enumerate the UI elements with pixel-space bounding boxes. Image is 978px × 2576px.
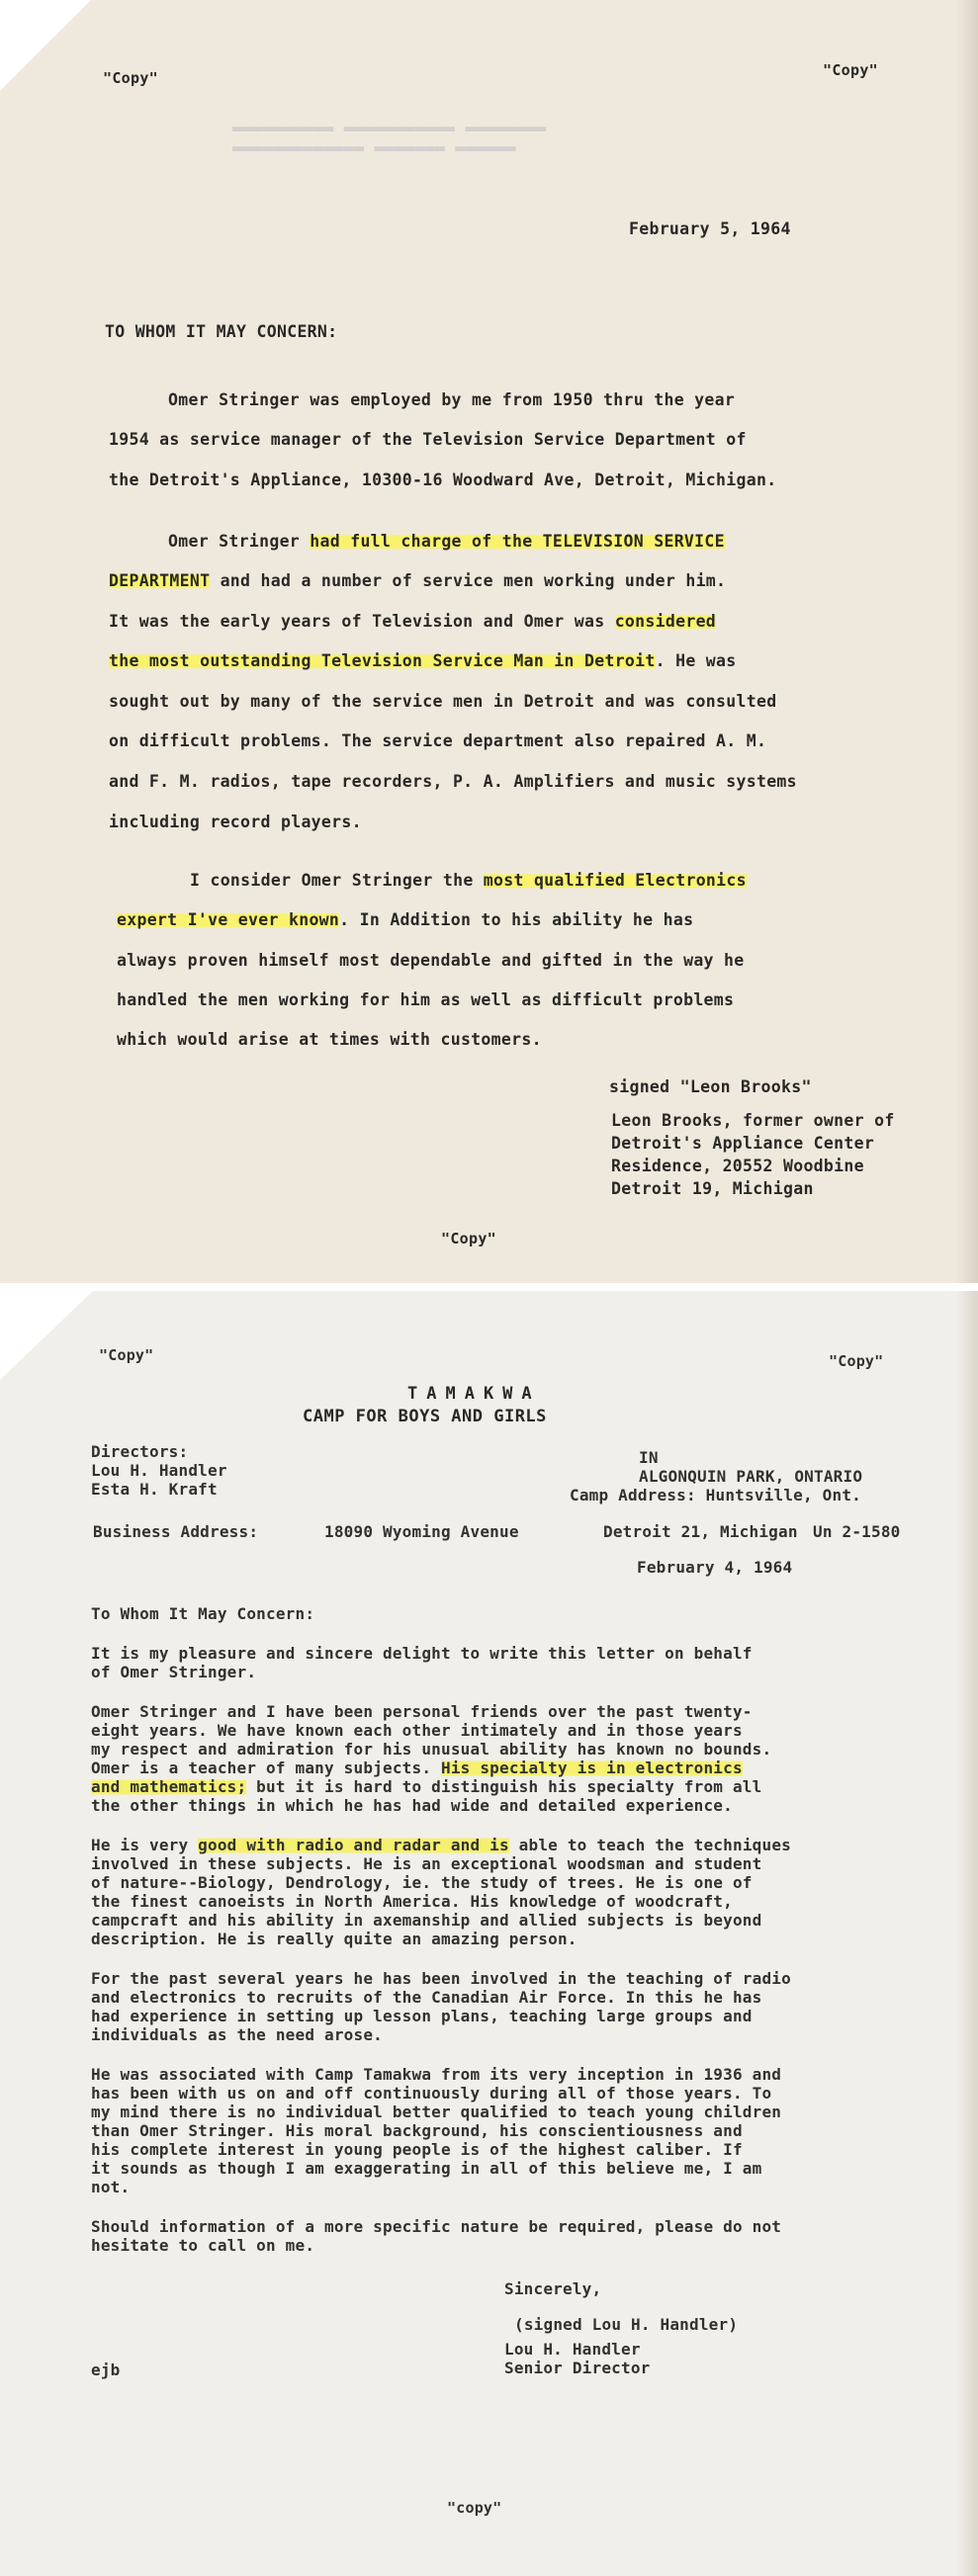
para2-line: Omer Stringer and I have been personal friends over the past twenty- xyxy=(91,1702,753,1721)
text-run: It was the early years of Television and Omer was xyxy=(109,612,615,631)
folded-corner xyxy=(0,0,91,91)
para3-line xyxy=(91,1836,791,1854)
signed-line: (signed Lou H. Handler) xyxy=(514,2315,739,2334)
letter-page-1 xyxy=(0,0,978,1283)
para4-line: had experience in setting up lesson plans, teaching large groups and xyxy=(91,2007,753,2025)
letter-page-2 xyxy=(0,1291,978,2576)
text-run: He is very xyxy=(91,1836,199,1854)
highlighted-text: and mathematics; xyxy=(91,1777,247,1796)
para2-line xyxy=(168,532,725,551)
highlighted-text: most qualified Electronics xyxy=(483,871,747,890)
para3-line xyxy=(117,910,693,929)
camp-subtitle: CAMP FOR BOYS AND GIRLS xyxy=(303,1407,547,1426)
signature-block-line: Leon Brooks, former owner of xyxy=(611,1111,895,1130)
typist-initials: ejb xyxy=(91,2361,121,2379)
para3-line: handled the men working for him as well as difficult problems xyxy=(117,990,735,1009)
director-name: Esta H. Kraft xyxy=(91,1480,218,1499)
para2-line: on difficult problems. The service department also repaired A. M. xyxy=(109,731,767,750)
copy-mark-top-left: "Copy" xyxy=(103,69,158,87)
para4-line: For the past several years he has been involved in the teaching of radio xyxy=(91,1969,791,1988)
highlighted-text: DEPARTMENT xyxy=(109,571,211,590)
copy-mark-top-left: "Copy" xyxy=(99,1346,154,1364)
para3-line: always proven himself most dependable and gifted in the way he xyxy=(117,951,745,970)
page-edge-shadow xyxy=(956,0,978,1283)
para6-line: Should information of a more specific nature be required, please do not xyxy=(91,2217,782,2236)
para2-line xyxy=(109,612,716,631)
para5-line: has been with us on and off continuously during all of those years. To xyxy=(91,2084,772,2103)
para2-line xyxy=(109,571,726,590)
para2-line xyxy=(91,1777,761,1796)
para1-line: 1954 as service manager of the Television Service Department of xyxy=(109,430,747,449)
director-name: Lou H. Handler xyxy=(91,1461,227,1480)
salutation: TO WHOM IT MAY CONCERN: xyxy=(105,322,338,341)
para1-line: Omer Stringer was employed by me from 1950 thru the year xyxy=(168,390,736,409)
para5-line: my mind there is no individual better qualified to teach young children xyxy=(91,2103,782,2121)
para3-line: which would arise at times with customers. xyxy=(117,1030,542,1049)
camp-location-line: IN xyxy=(639,1448,659,1467)
highlighted-text: considered xyxy=(614,612,717,631)
para4-line: individuals as the need arose. xyxy=(91,2025,383,2044)
para2-line: my respect and admiration for his unusual ability has known no bounds. xyxy=(91,1740,772,1759)
text-run: . He was xyxy=(655,651,737,670)
signature-block-line: Residence, 20552 Woodbine xyxy=(611,1157,864,1175)
directors-label: Directors: xyxy=(91,1442,189,1461)
camp-location-line: ALGONQUIN PARK, ONTARIO xyxy=(639,1467,863,1486)
para2-line: eight years. We have known each other intimately and in those years xyxy=(91,1721,743,1740)
signer-title: Senior Director xyxy=(504,2359,651,2377)
para3-line: campcraft and his ability in axemanship and allied subjects is beyond xyxy=(91,1911,762,1930)
text-run: but it is hard to distinguish his specialty from all xyxy=(246,1777,762,1796)
copy-mark-top-right: "Copy" xyxy=(829,1352,884,1370)
page-edge-shadow xyxy=(956,1291,978,2576)
para3-line: involved in these subjects. He is an exceptional woodsman and student xyxy=(91,1854,762,1873)
copy-mark-bottom: "Copy" xyxy=(441,1230,496,1247)
highlighted-text: the most outstanding Television Service Man in Detroit xyxy=(109,651,656,670)
text-run: . In Addition to his ability he has xyxy=(339,910,694,929)
business-city: Detroit 21, Michigan xyxy=(603,1522,798,1541)
para3-line: of nature--Biology, Dendrology, ie. the study of trees. He is one of xyxy=(91,1873,753,1892)
closing: Sincerely, xyxy=(504,2279,602,2298)
copy-mark-top-right: "Copy" xyxy=(823,61,878,79)
letter-date: February 4, 1964 xyxy=(637,1558,793,1577)
para5-line: He was associated with Camp Tamakwa from its very inception in 1936 and xyxy=(91,2065,782,2084)
signature-block-line: Detroit's Appliance Center xyxy=(611,1134,875,1153)
text-run: Omer is a teacher of many subjects. xyxy=(91,1759,441,1777)
business-street: 18090 Wyoming Avenue xyxy=(324,1522,519,1541)
camp-address: Camp Address: Huntsville, Ont. xyxy=(570,1486,861,1504)
para5-line: it sounds as though I am exaggerating in all of this believe me, I am xyxy=(91,2159,762,2178)
para1-line: It is my pleasure and sincere delight to write this letter on behalf xyxy=(91,1644,753,1663)
letter-date: February 5, 1964 xyxy=(629,219,791,238)
para2-line: and F. M. radios, tape recorders, P. A. Amplifiers and music systems xyxy=(109,772,797,791)
salutation: To Whom It May Concern: xyxy=(91,1604,315,1623)
para2-line xyxy=(91,1759,743,1777)
signed-line: signed "Leon Brooks" xyxy=(609,1077,812,1096)
text-run: and had a number of service men working under him. xyxy=(210,571,727,590)
para4-line: and electronics to recruits of the Canadian Air Force. In this he has xyxy=(91,1988,762,2007)
para1-line: of Omer Stringer. xyxy=(91,1663,257,1681)
bleed-through-text: ▬▬▬▬▬▬▬▬▬▬▬▬▬ ▬▬▬▬▬▬▬ ▬▬▬▬▬▬ xyxy=(232,138,516,158)
para1-line: the Detroit's Appliance, 10300-16 Woodward Ave, Detroit, Michigan. xyxy=(109,471,777,489)
highlighted-text: had full charge of the TELEVISION SERVICE xyxy=(310,532,725,551)
para3-line: description. He is really quite an amazing person. xyxy=(91,1930,578,1948)
business-phone: Un 2-1580 xyxy=(813,1522,901,1541)
para6-line: hesitate to call on me. xyxy=(91,2236,315,2255)
para3-line xyxy=(190,871,747,890)
para2-line xyxy=(109,651,737,670)
para2-line: the other things in which he has had wide and detailed experience. xyxy=(91,1796,733,1815)
para5-line: his complete interest in young people is of the highest caliber. If xyxy=(91,2140,743,2159)
business-address-label: Business Address: xyxy=(93,1522,259,1541)
folded-corner xyxy=(0,1291,93,1380)
text-run: I consider Omer Stringer the xyxy=(190,871,484,890)
para2-line: sought out by many of the service men in Detroit and was consulted xyxy=(109,692,777,711)
highlighted-text: good with radio and radar and is xyxy=(198,1836,509,1854)
para3-line: the finest canoeists in North America. His knowledge of woodcraft, xyxy=(91,1892,733,1911)
camp-name: TAMAKWA xyxy=(407,1384,541,1404)
highlighted-text: His specialty is in electronics xyxy=(440,1759,743,1777)
para5-line: than Omer Stringer. His moral background, his conscientiousness and xyxy=(91,2121,743,2140)
signature-block-line: Detroit 19, Michigan xyxy=(611,1179,814,1198)
text-run: able to teach the techniques xyxy=(508,1836,791,1854)
text-run: Omer Stringer xyxy=(168,532,311,551)
bleed-through-text: ▬▬▬▬▬▬▬▬▬▬ ▬▬▬▬▬▬▬▬▬▬▬ ▬▬▬▬▬▬▬▬ xyxy=(232,119,547,138)
copy-mark-bottom: "copy" xyxy=(447,2499,502,2517)
para5-line: not. xyxy=(91,2178,131,2196)
signer-name: Lou H. Handler xyxy=(504,2340,641,2359)
highlighted-text: expert I've ever known xyxy=(117,910,340,929)
para2-line: including record players. xyxy=(109,813,362,831)
